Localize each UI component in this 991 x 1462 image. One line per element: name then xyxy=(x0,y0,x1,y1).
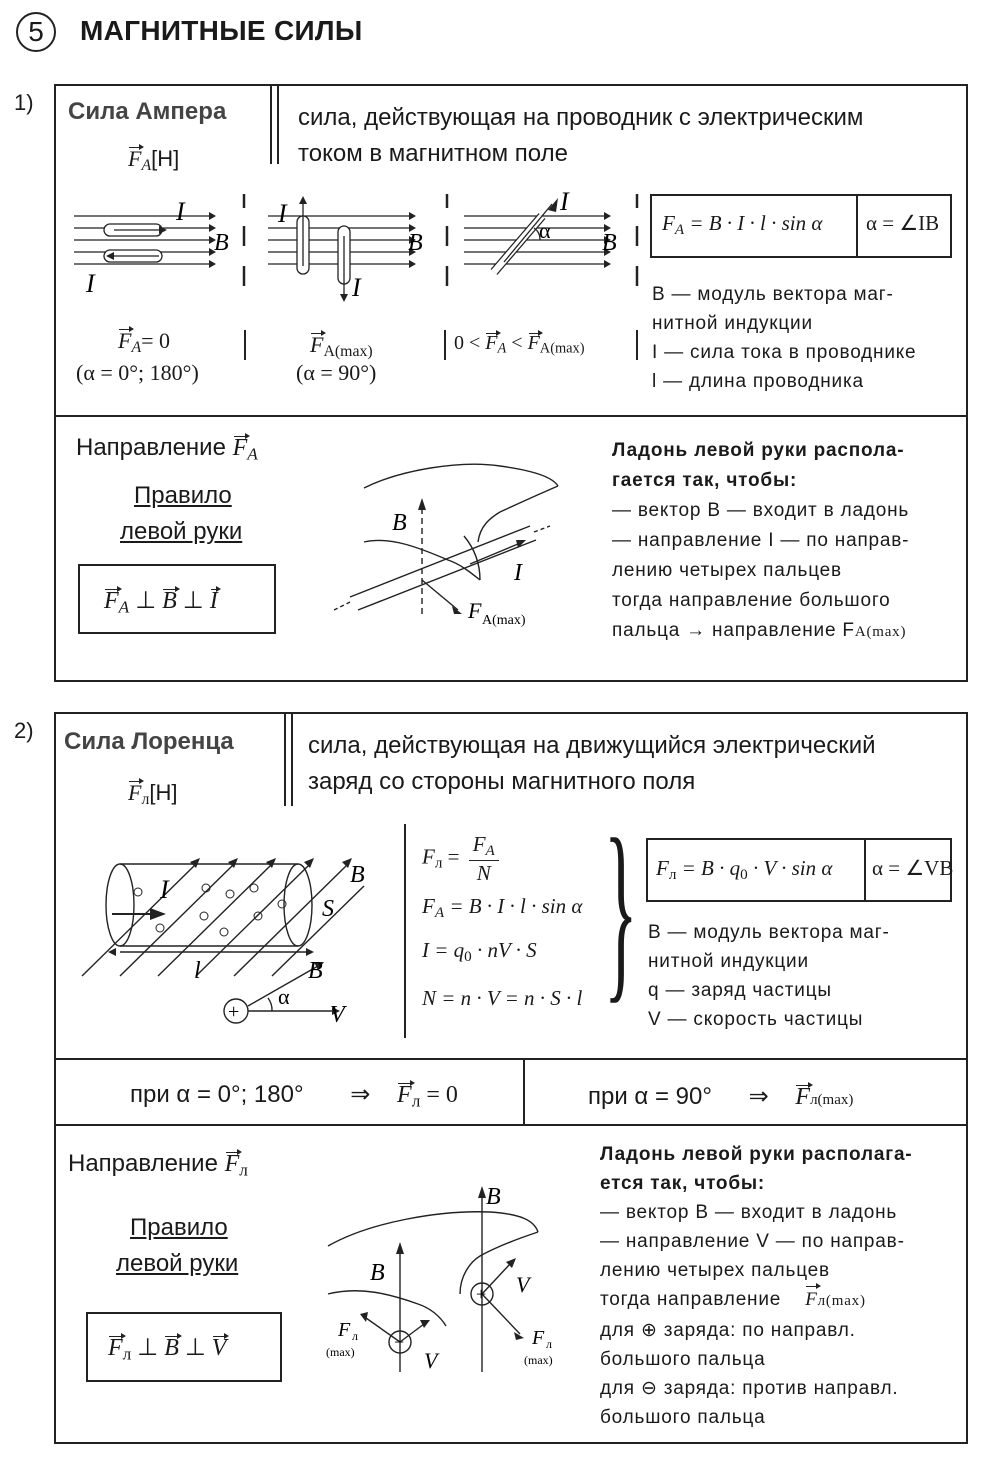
divider xyxy=(54,1124,968,1126)
divider xyxy=(54,415,968,417)
svg-text:(max): (max) xyxy=(326,1345,355,1359)
svg-text:V: V xyxy=(516,1272,530,1297)
divider xyxy=(291,714,293,806)
svg-text:V: V xyxy=(330,1002,345,1028)
svg-text:l: l xyxy=(194,958,201,984)
ampere-force-name: Сила Ампера xyxy=(68,98,227,125)
ampere-rule-text: Ладонь левой руки распола- гается так, чтобы: — вектор B — входит в ладонь — направление I — по направ- лению четырех пальцев тогда направление большого пальца → направление FA(max) xyxy=(612,440,910,641)
divider xyxy=(864,838,866,902)
lorentz-formula: Fл = B · q0 · V · sin α xyxy=(656,856,833,883)
lorentz-definition: сила, действующая на движущийся электрический заряд со стороны магнитного поля xyxy=(308,732,876,795)
lorentz-legend: B — модуль вектора маг- нитной индукции q — заряд частицы V — скорость частицы xyxy=(648,922,890,1030)
divider xyxy=(284,714,286,806)
svg-text:B: B xyxy=(370,1260,385,1286)
rule-title: Правило xyxy=(130,1214,228,1241)
perpendicular-formula: $F_A$ ⊥ B ⊥ I xyxy=(104,588,218,617)
divider xyxy=(523,1058,525,1124)
svg-text:I: I xyxy=(514,560,522,586)
section-number-badge: 5 xyxy=(16,12,56,52)
case2-angle: (α = 90°) xyxy=(296,360,377,385)
angle-label: α xyxy=(539,218,551,243)
brace-icon: } xyxy=(604,799,638,1020)
current-label: I xyxy=(560,187,569,216)
svg-text:B: B xyxy=(392,510,407,536)
left-hand-lorentz-illustration xyxy=(320,1176,580,1376)
page-title: МАГНИТНЫЕ СИЛЫ xyxy=(80,15,363,46)
direction-label: Направление Fл xyxy=(68,1150,248,1180)
svg-text:I: I xyxy=(160,875,169,904)
svg-text:B: B xyxy=(308,958,323,984)
case2-formula: $F_{A(max)}$ xyxy=(310,332,373,360)
rule-title: левой руки xyxy=(120,518,243,545)
svg-text:+: + xyxy=(228,1001,240,1023)
divider xyxy=(54,1058,968,1060)
section1-index: 1) xyxy=(14,90,34,115)
lorentz-force-name: Сила Лоренца xyxy=(64,728,234,755)
current-label: I xyxy=(352,273,361,302)
case-separator xyxy=(244,330,246,360)
lorentz-angle-formula: α = ∠VB xyxy=(872,856,954,880)
case-zero-angle: при α = 0°; 180° ⇒ Fл = 0 xyxy=(130,1081,458,1111)
current-label: I xyxy=(86,269,95,298)
ampere-definition: сила, действующая на проводник с электрическим током в магнитном поле xyxy=(298,104,864,167)
case-separator xyxy=(444,330,446,360)
section2-index: 2) xyxy=(14,718,34,743)
case-separator xyxy=(636,330,638,360)
svg-text:(max): (max) xyxy=(524,1353,553,1367)
svg-text:V: V xyxy=(424,1348,438,1373)
case3-formula: $0 < F_A < F_{A(max)}$ xyxy=(454,332,585,357)
ampere-legend: B — модуль вектора маг- нитной индукции I — сила тока в проводнике l — длина проводника xyxy=(652,284,917,392)
divider xyxy=(277,86,279,164)
svg-text:S: S xyxy=(322,896,334,922)
svg-text:F: F xyxy=(532,1327,545,1349)
svg-text:л: л xyxy=(352,1329,358,1343)
lorentz-force-symbol: Fл[Н] xyxy=(128,780,178,808)
divider xyxy=(856,194,858,258)
divider xyxy=(404,824,406,1038)
rule-title: левой руки xyxy=(116,1250,239,1277)
rule-title: Правило xyxy=(134,482,232,509)
svg-text:F: F xyxy=(468,598,482,623)
case-right-angle: при α = 90° ⇒ Fл(max) xyxy=(588,1083,854,1110)
current-label: I xyxy=(176,197,185,226)
ampere-force-symbol: $F_A[Н]$ xyxy=(128,146,180,174)
direction-label: Направление $F_A$ xyxy=(76,434,258,464)
divider xyxy=(270,86,272,164)
left-hand-ampere-illustration xyxy=(330,452,580,642)
field-label: B xyxy=(602,230,617,256)
svg-text:α: α xyxy=(278,984,290,1009)
ampere-angle-formula: α = ∠IB xyxy=(866,211,940,235)
perpendicular-formula: Fл ⊥ B ⊥ V xyxy=(108,1335,227,1364)
current-label: I xyxy=(278,199,287,228)
svg-text:A(max): A(max) xyxy=(482,613,526,628)
svg-text:F: F xyxy=(338,1319,351,1341)
field-label: B xyxy=(408,230,423,256)
case1-angle: (α = 0°; 180°) xyxy=(76,360,199,385)
field-label: B xyxy=(214,230,229,256)
case1-formula: $F_A= 0$ xyxy=(118,328,171,356)
ampere-case-diagrams xyxy=(64,186,644,302)
conductor-charges-diagram xyxy=(74,836,394,1036)
svg-text:B: B xyxy=(486,1184,501,1210)
svg-text:B: B xyxy=(350,862,365,888)
lorentz-equations: Fл = $\frac{F_A}{N}$ $F_A = B \cdot I \cdot l \cdot \sin \alpha$ I = q0 · nV · S N = n · V = n · S · l xyxy=(422,832,583,1010)
svg-text:л: л xyxy=(546,1337,552,1351)
ampere-formula: $F_A = B \cdot I \cdot l \cdot \sin \alpha$ xyxy=(662,211,823,238)
svg-text:+: + xyxy=(476,1284,487,1304)
svg-text:−: − xyxy=(394,1332,405,1352)
lorentz-rule-text: Ладонь левой руки располага- ется так, чтобы: — вектор B — входит в ладонь — направление V — по направ- лению четырех пальцев тогда направление Fл(max) для ⊕ заряда: по направл. большого пальца для ⊖ заряда: против направл. большого пальца xyxy=(600,1144,913,1428)
